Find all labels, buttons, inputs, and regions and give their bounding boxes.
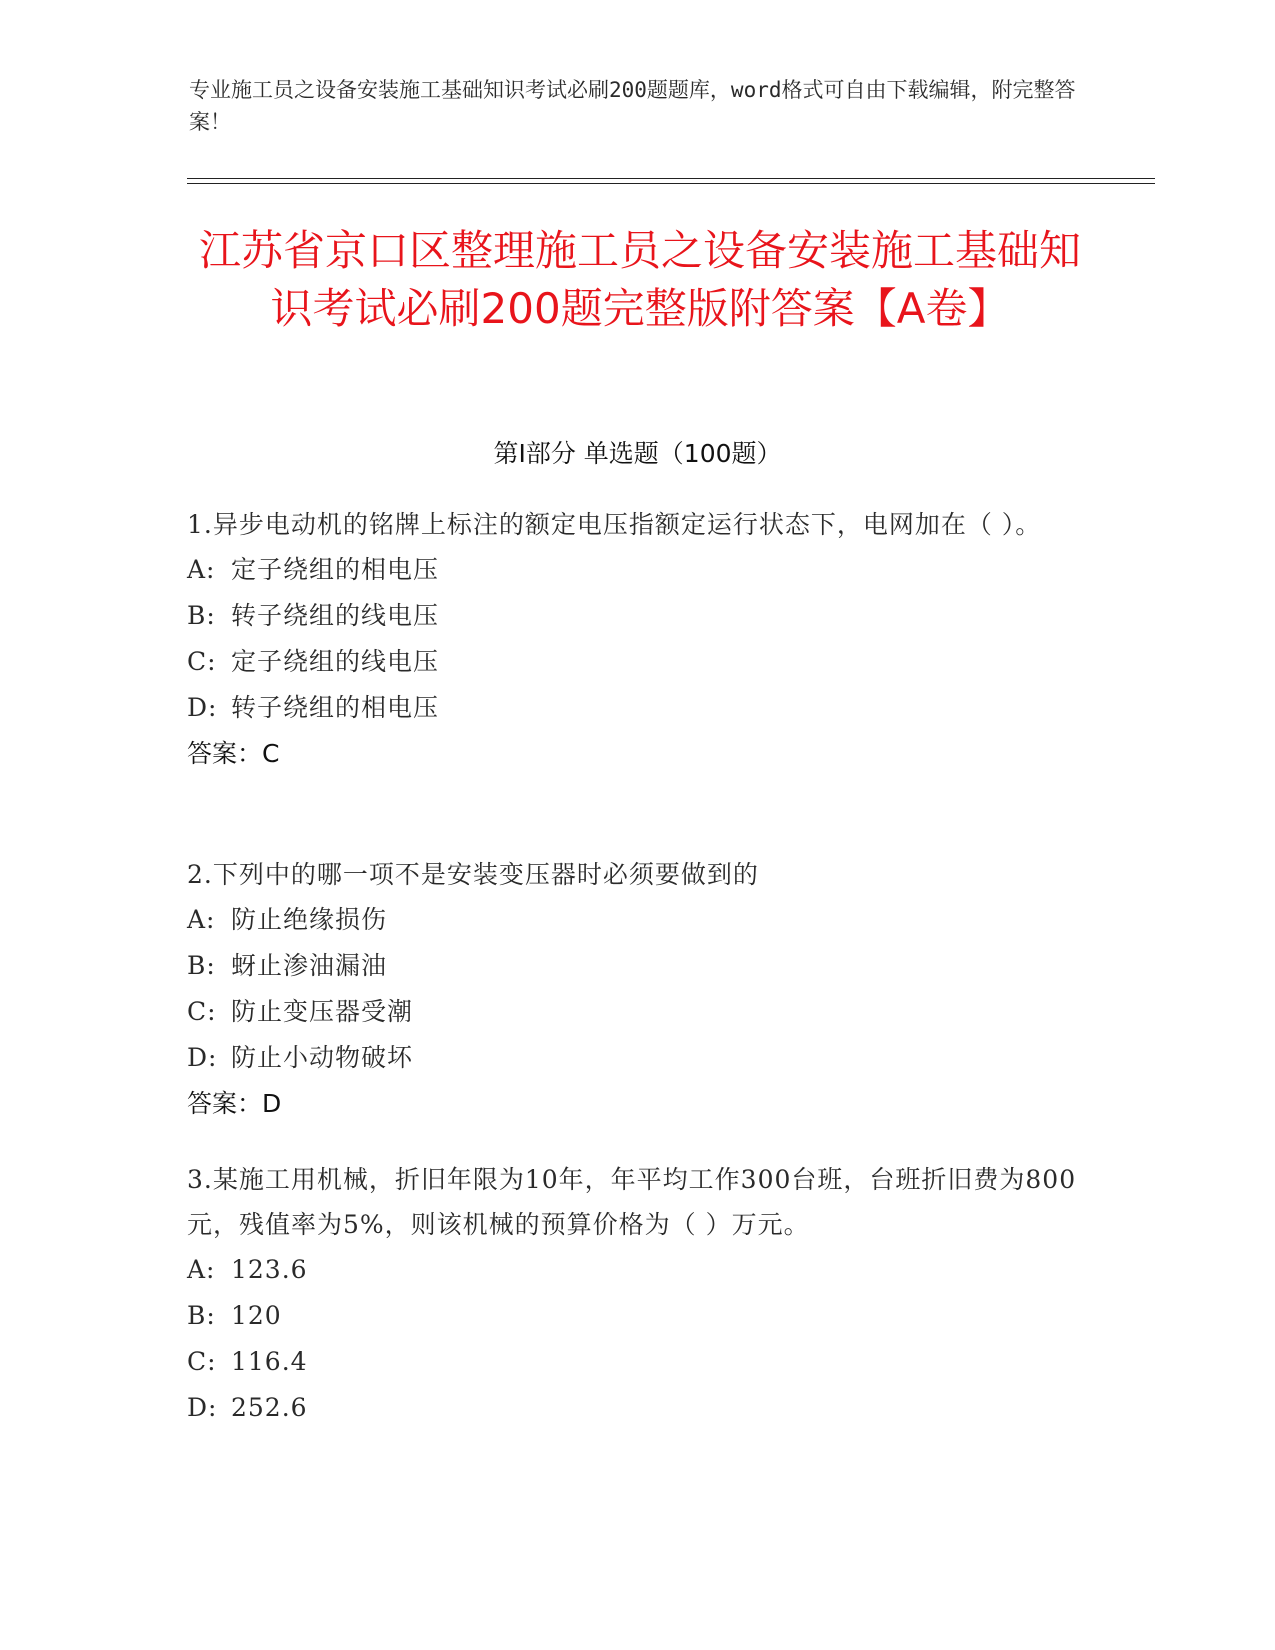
option-b	[187, 943, 1087, 989]
option-text: 转子绕组的线电压	[231, 601, 440, 630]
option-key: A:	[187, 555, 216, 584]
option-key: C:	[187, 997, 217, 1026]
option-text: 蚜止渗油漏油	[231, 951, 388, 980]
option-key: A:	[187, 1255, 216, 1284]
question-text: 2.下列中的哪一项不是安装变压器时必须要做到的	[187, 860, 759, 889]
option-d	[187, 1385, 1087, 1431]
option-key: D:	[187, 1393, 218, 1422]
option-key: C:	[187, 647, 217, 676]
option-key: B:	[187, 601, 216, 630]
option-text: 定子绕组的线电压	[231, 647, 440, 676]
option-text: 防止小动物破坏	[231, 1043, 414, 1072]
section-title: 第I部分 单选题（100题）	[493, 439, 782, 468]
option-text: 防止变压器受潮	[231, 997, 414, 1026]
header-divider-bottom	[187, 183, 1155, 184]
answer: 答案：D	[187, 1089, 282, 1118]
option-key: D:	[187, 693, 218, 722]
option-b	[187, 1293, 1087, 1339]
option-c	[187, 989, 1087, 1035]
option-text: 转子绕组的相电压	[231, 693, 440, 722]
option-key: A:	[187, 905, 216, 934]
option-b	[187, 593, 1087, 639]
question-text: 1.异步电动机的铭牌上标注的额定电压指额定运行状态下，电网加在（ ）。	[187, 510, 1042, 539]
option-text: 123.6	[231, 1255, 308, 1284]
option-key: B:	[187, 1301, 216, 1330]
option-key: C:	[187, 1347, 217, 1376]
option-key: D:	[187, 1043, 218, 1072]
question-3	[187, 1157, 1087, 1431]
option-text: 116.4	[231, 1347, 308, 1376]
option-text: 252.6	[231, 1393, 308, 1422]
option-key: B:	[187, 951, 216, 980]
option-a	[187, 1247, 1087, 1293]
option-a	[187, 897, 1087, 943]
document-title: 江苏省京口区整理施工员之设备安装施工基础知识考试必刷200题完整版附答案【A卷】	[198, 226, 1081, 333]
question-1	[187, 502, 1087, 776]
answer: 答案：C	[187, 739, 280, 768]
option-d	[187, 685, 1087, 731]
option-text: 防止绝缘损伤	[231, 905, 388, 934]
option-a	[187, 547, 1087, 593]
option-text: 120	[231, 1301, 282, 1330]
question-text: 3.某施工用机械，折旧年限为10年，年平均工作300台班，台班折旧费为800元，残值率为5%，则该机械的预算价格为（ ）万元。	[187, 1165, 1077, 1239]
question-2	[187, 852, 1087, 1126]
header-divider-top	[187, 178, 1155, 179]
option-c	[187, 1339, 1087, 1385]
option-text: 定子绕组的相电压	[231, 555, 440, 584]
header-note: 专业施工员之设备安装施工基础知识考试必刷200题题库，word格式可自由下载编辑，附完整答案！	[189, 78, 1076, 134]
option-c	[187, 639, 1087, 685]
option-d	[187, 1035, 1087, 1081]
